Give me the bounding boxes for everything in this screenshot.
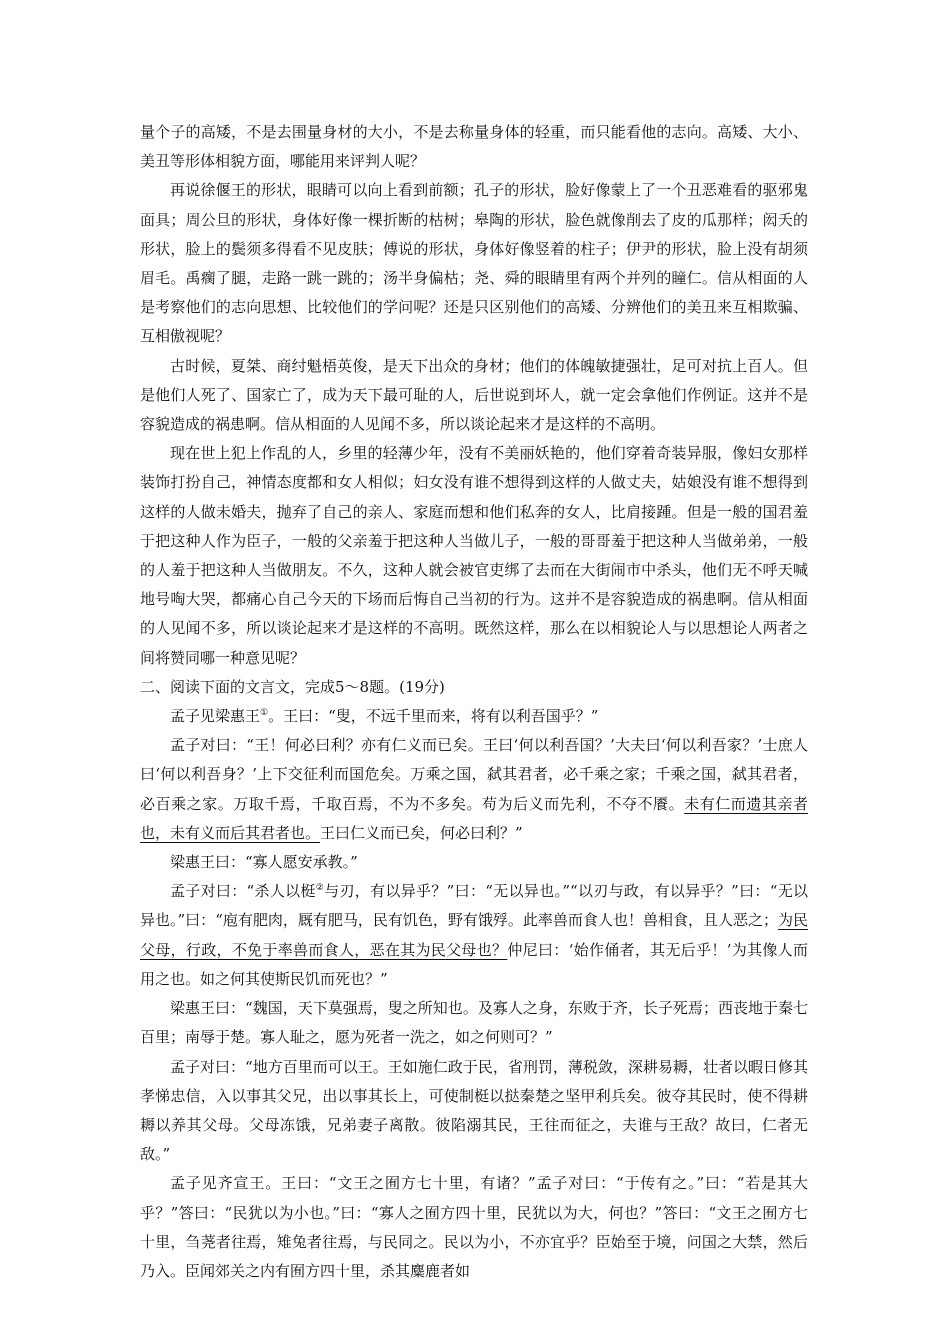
classical-paragraph-1 — [140, 702, 808, 731]
footnote-marker: ① — [260, 708, 269, 719]
classical-paragraph-4 — [140, 877, 808, 994]
classical-paragraph-5: 梁惠王曰：“魏国，天下莫强焉，叟之所知也。及寡人之身，东败于齐，长子死焉；西丧地于秦七百里；南辱于楚。寡人耻之，愿为死者一洗之，如之何则可？” — [140, 999, 808, 1047]
classical-paragraph-2 — [140, 731, 808, 848]
paragraph-appearance: 再说徐偃王的形状，眼睛可以向上看到前额；孔子的形状，脸好像蒙上了一个丑恶难看的驱邪鬼面具；周公旦的形状，身体好像一棵折断的枯树；皋陶的形状，脸色就像削去了皮的瓜那样；闳夭的形状，脸上的鬓须多得看不见皮肤；傅说的形状，身体好像竖着的柱子；伊尹的形状，脸上没有胡须眉毛。禹瘸了腿，走路一跳一跳的；汤半身偏枯；尧、舜的眼睛里有两个并列的瞳仁。信从相面的人是考察他们的志向思想、比较他们的学问呢？还是只区别他们的高矮、分辨他们的美丑来互相欺骗、互相傲视呢？ — [140, 181, 808, 346]
document-body — [140, 118, 808, 1286]
section-heading: 二、阅读下面的文言文，完成5～8题。(19分) — [140, 677, 445, 696]
text-run: 。王曰：“叟，不远千里而来，将有以利吾国乎？” — [268, 707, 599, 726]
paragraph-present-day: 现在世上犯上作乱的人，乡里的轻薄少年，没有不美丽妖艳的，他们穿着奇装异服，像妇女那样装饰打扮自己，神情态度都和女人相似；妇女没有谁不想得到这样的人做丈夫，姑娘没有谁不想得到这样的人做未婚夫，抛弃了自己的亲人、家庭而想和他们私奔的女人，比肩接踵。但是一般的国君羞于把这种人作为臣子，一般的父亲羞于把这种人当做儿子，一般的哥哥羞于把这种人当做弟弟，一般的人羞于把这种人当做朋友。不久，这种人就会被官吏绑了去而在大街闹市中杀头，他们无不呼天喊地号啕大哭，都痛心自己今天的下场而后悔自己当初的行为。这并不是容貌造成的祸患啊。信从相面的人见闻不多，所以谈论起来才是这样的不高明。既然这样，那么在以相貌论人与以思想论人两者之间将赞同哪一种意见呢？ — [140, 444, 808, 667]
text-run: 孟子对曰：“杀人以梃 — [170, 882, 316, 901]
classical-paragraph-3: 梁惠王曰：“寡人愿安承教。” — [170, 853, 358, 872]
paragraph-jie-zhou: 古时候，夏桀、商纣魁梧英俊，是天下出众的身材；他们的体魄敏捷强壮，足可对抗上百人。但是他们人死了、国家亡了，成为天下最可耻的人，后世说到坏人，就一定会拿他们作例证。这并不是容貌造成的祸患啊。信从相面的人见闻不多，所以谈论起来才是这样的不高明。 — [140, 356, 808, 434]
underlined-sentence: 未有仁而遗其亲者也，未有义而后其君者也。 — [140, 794, 808, 842]
text-run: 仲尼曰：‘始作俑者，其无后乎！’为其像人而用之也。如之何其使斯民饥而死也？” — [140, 940, 808, 988]
footnote-marker: ② — [315, 883, 325, 894]
classical-paragraph-6: 孟子对曰：“地方百里而可以王。王如施仁政于民，省刑罚，薄税敛，深耕易耨，壮者以暇日修其孝悌忠信，入以事其父兄，出以事其长上，可使制梃以挞秦楚之坚甲利兵矣。彼夺其民时，使不得耕耨以养其父母。父母冻饿，兄弟妻子离散。彼陷溺其民，王往而征之，夫谁与王敌？故曰，仁者无敌。” — [140, 1057, 808, 1164]
underlined-sentence: 为民父母，行政，不免于率兽而食人，恶在其为民父母也？ — [140, 911, 808, 959]
paragraph-continued: 量个子的高矮，不是去围量身材的大小，不是去称量身体的轻重，而只能看他的志向。高矮、大小、美丑等形体相貌方面，哪能用来评判人呢？ — [140, 123, 808, 171]
classical-paragraph-7: 孟子见齐宣王。王曰：“文王之囿方七十里，有诸？”孟子对曰：“于传有之。”曰：“若是其大乎？”答曰：“民犹以为小也。”曰：“寡人之囿方四十里，民犹以为大，何也？”答曰：“文王之囿方七十里，刍荛者往焉，雉兔者往焉，与民同之。民以为小，不亦宜乎？臣始至于境，问国之大禁，然后乃入。臣闻郊关之内有囿方四十里，杀其麋鹿者如 — [140, 1174, 808, 1280]
text-run: 孟子对曰：“王！何必曰利？亦有仁义而已矣。王曰‘何以利吾国？’大夫曰‘何以利吾家？’士庶人曰‘何以利吾身？’上下交征利而国危矣。万乘之国，弑其君者，必千乘之家；千乘之国，弑其君者，必百乘之家。万取千焉，千取百焉，不为不多矣。苟为后义而先利，不夺不餍。 — [140, 736, 808, 813]
text-run: 王曰仁义而已矣，何必曰利？” — [320, 823, 523, 842]
text-run: 孟子见梁惠王 — [170, 707, 261, 726]
text-run: 与刃，有以异乎？”曰：“无以异也。”“以刃与政，有以异乎？”曰：“无以异也。”曰：“庖有肥肉，厩有肥马，民有饥色，野有饿殍。此率兽而食人也！兽相食，且人恶之； — [140, 882, 809, 930]
